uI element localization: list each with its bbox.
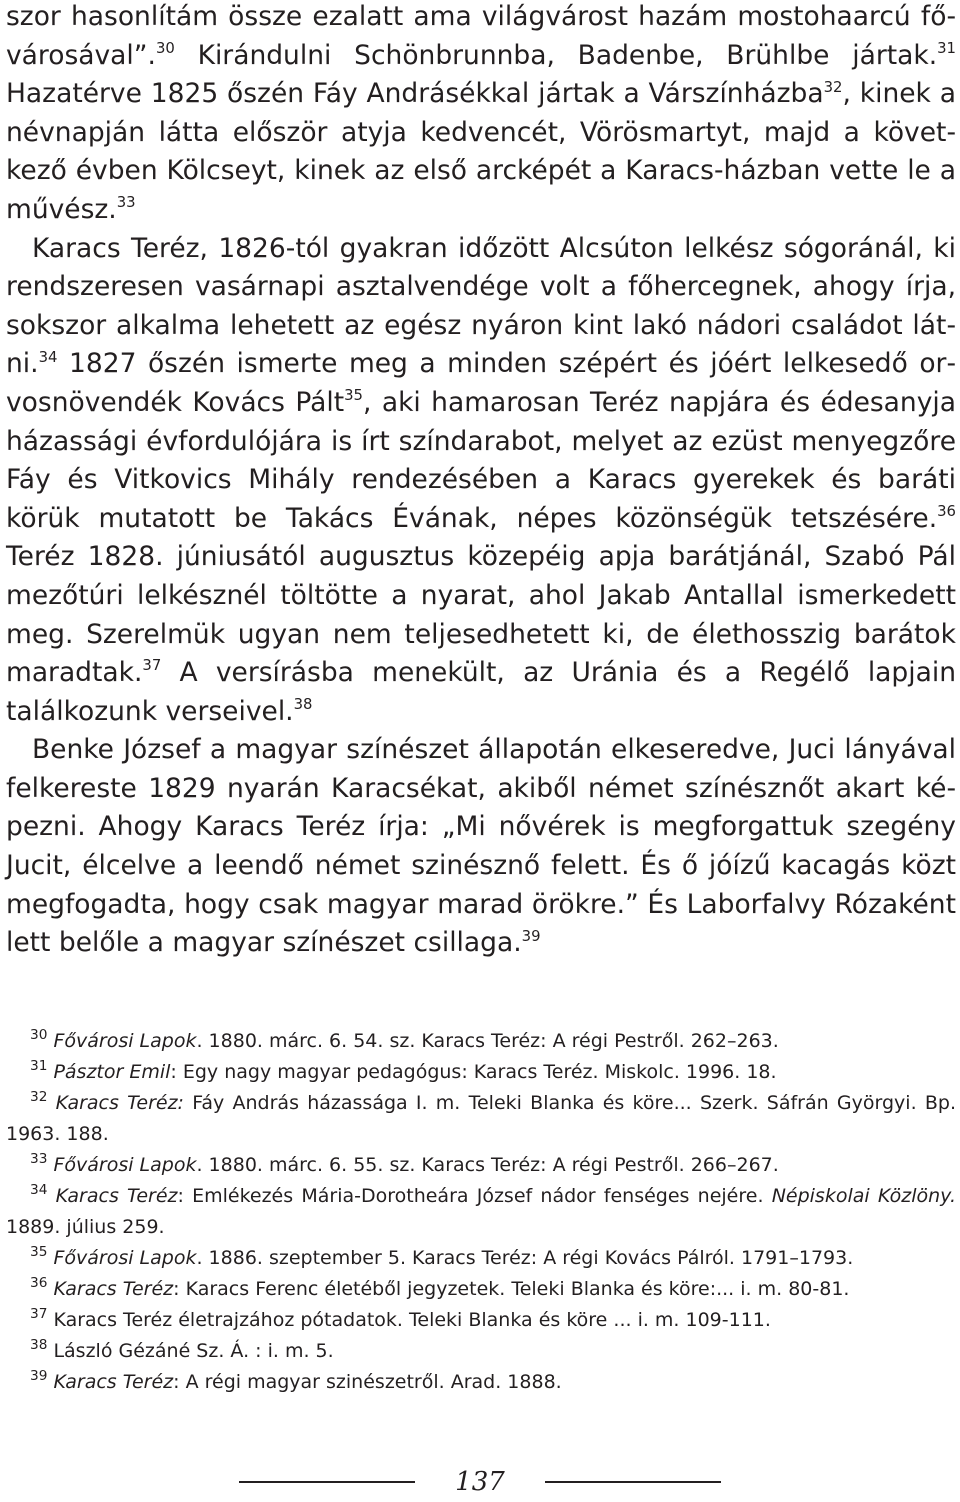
footnote [6,1057,956,1088]
main-text [6,0,956,963]
italic-text: Karacs Teréz [53,1371,174,1393]
text-run: szor hasonlítám össze ezalatt ama világvárost hazám mostohaarcú fővárosával”. [6,1,956,71]
italic-text: Fővárosi Lapok [53,1030,197,1052]
text-run: A versírásba menekült, az Uránia és a Regélő lapjain találkozunk verseivel. [6,657,956,727]
text-run: : Karacs Ferenc életéből jegyzetek. Teleki Blanka és köre:... i. m. 80-81. [173,1278,850,1300]
footnote-number: 31 [30,1058,48,1075]
page-footer [0,1462,960,1502]
text-run: . 1886. szeptember 5. Karacs Teréz: A régi Kovács Pálról. 1791–1793. [196,1247,854,1269]
paragraph [6,0,956,230]
italic-text: Fővárosi Lapok [53,1247,197,1269]
footnote-ref: 39 [521,927,541,945]
italic-text: Népiskolai Közlöny. [771,1185,956,1207]
footnote-number: 32 [30,1089,48,1106]
text-run: : A régi magyar szinészetről. Arad. 1888. [173,1371,562,1393]
footnote [6,1150,956,1181]
text-run: , kinek a névnapján látta először atyja kedvencét, Vörösmartyt, majd a következő évben Kölcseyt, kinek az első arcképét a Karacs-házban vette le a művész. [6,78,956,225]
footnote-ref: 31 [937,39,956,57]
footnote-number: 38 [30,1337,48,1354]
footnote-ref: 30 [155,39,175,57]
footnote-number: 30 [30,1027,48,1044]
footnote [6,1088,956,1150]
text-run: Kirándulni Schönbrunnba, Badenbe, Brühlbe jártak. [174,39,938,71]
text-run: Karacs Teréz, 1826-tól gyakran időzött Alcsúton lelkész sógoránál, ki rendszeresen vasárnapi asztalvendége volt a főhercegnek, ahogy írja, sokszor alkalma lehetett az egész nyáron kint lakó nádori családot látni. [6,232,956,380]
footnote [6,1305,956,1336]
text-run: : Egy nagy magyar pedagógus: Karacs Teréz. Miskolc. 1996. 18. [170,1061,777,1083]
footnote-ref: 36 [937,503,956,521]
text-run: : Emlékezés Mária-Dorotheára József nádor fenséges nejére. [177,1185,772,1207]
italic-text: Karacs Teréz: [55,1092,184,1114]
footnotes [6,1026,956,1398]
paragraph [6,230,956,732]
italic-text: Pásztor Emil [53,1061,171,1083]
footnote-ref: 35 [344,387,363,405]
footnote-ref: 32 [823,78,843,96]
footnote [6,1026,956,1057]
footnote-ref: 38 [293,696,313,714]
page-number: 137 [455,1467,505,1497]
text-run: 1827 őszén ismerte meg a minden szépért és jóért lelkesedő orvosnövendék Kovács Pált [6,348,956,418]
text-run: . 1880. márc. 6. 55. sz. Karacs Teréz: A régi Pestről. 266–267. [196,1154,779,1176]
text-run: Karacs Teréz életrajzához pótadatok. Teleki Blanka és köre ... i. m. 109-111. [53,1309,771,1331]
footnote-number: 39 [30,1368,48,1385]
footnote-number: 35 [30,1244,48,1261]
footnote [6,1367,956,1398]
italic-text: Karacs Teréz [53,1278,174,1300]
footnote-number: 33 [30,1151,48,1168]
text-run: Benke József a magyar színészet állapotán elkeseredve, Juci lányával felkereste 1829 nyarán Karacsékat, akiből német színésznőt akart képezni. Ahogy Karacs Teréz írja: „Mi nővérek is megforgattuk szegény Jucit, élcelve a leendő német szinésznő felett. És ő jóízű kacagás közt megfogadta, hogy csak magyar marad örökre.” És Laborfalvy Rózaként lett belőle a magyar színészet csillaga. [6,734,956,959]
italic-text: Fővárosi Lapok [53,1154,197,1176]
footer-rule-right [545,1481,721,1483]
footnote-ref: 34 [38,348,58,366]
text-run: Hazatérve 1825 őszén Fáy Andrásékkal jártak a Várszínházba [6,78,824,110]
text-run: . 1880. márc. 6. 54. sz. Karacs Teréz: A régi Pestről. 262–263. [196,1030,779,1052]
footnote [6,1181,956,1243]
text-run: Fáy András házassága I. m. Teleki Blanka és köre... Szerk. Sáfrán Györgyi. Bp. 1963. 188. [6,1092,956,1145]
footnote [6,1336,956,1367]
footnote-ref: 37 [142,657,162,675]
footnote [6,1243,956,1274]
text-run: László Gézáné Sz. Á. : i. m. 5. [53,1340,334,1362]
footnote-number: 34 [30,1182,48,1199]
text-run: , aki hamarosan Teréz napjára és édesanyja házassági évfordulójára is írt színdarabot, melyet az ezüst menyegzőre Fáy és Vitkovics Mihály rendezésében a Karacs gyerekek és baráti körük mutatott be Takács Évának, népes közönségük tetszésére. [6,386,956,534]
footnote-number: 37 [30,1306,48,1323]
footnote [6,1274,956,1305]
footer-rule-left [239,1481,415,1483]
footnote-number: 36 [30,1275,48,1292]
text-run: Teréz 1828. júniusától augusztus közepéig apja barátjánál, Szabó Pál mezőtúri lelkésznél töltötte a nyarat, ahol Jakab Antallal ismerkedett meg. Szerelmük ugyan nem teljesedhetett ki, de élethosszig barátok maradtak. [6,541,956,689]
footnote-ref: 33 [116,194,136,212]
italic-text: Karacs Teréz [55,1185,178,1207]
text-run: 1889. július 259. [6,1216,165,1238]
paragraph [6,731,956,963]
